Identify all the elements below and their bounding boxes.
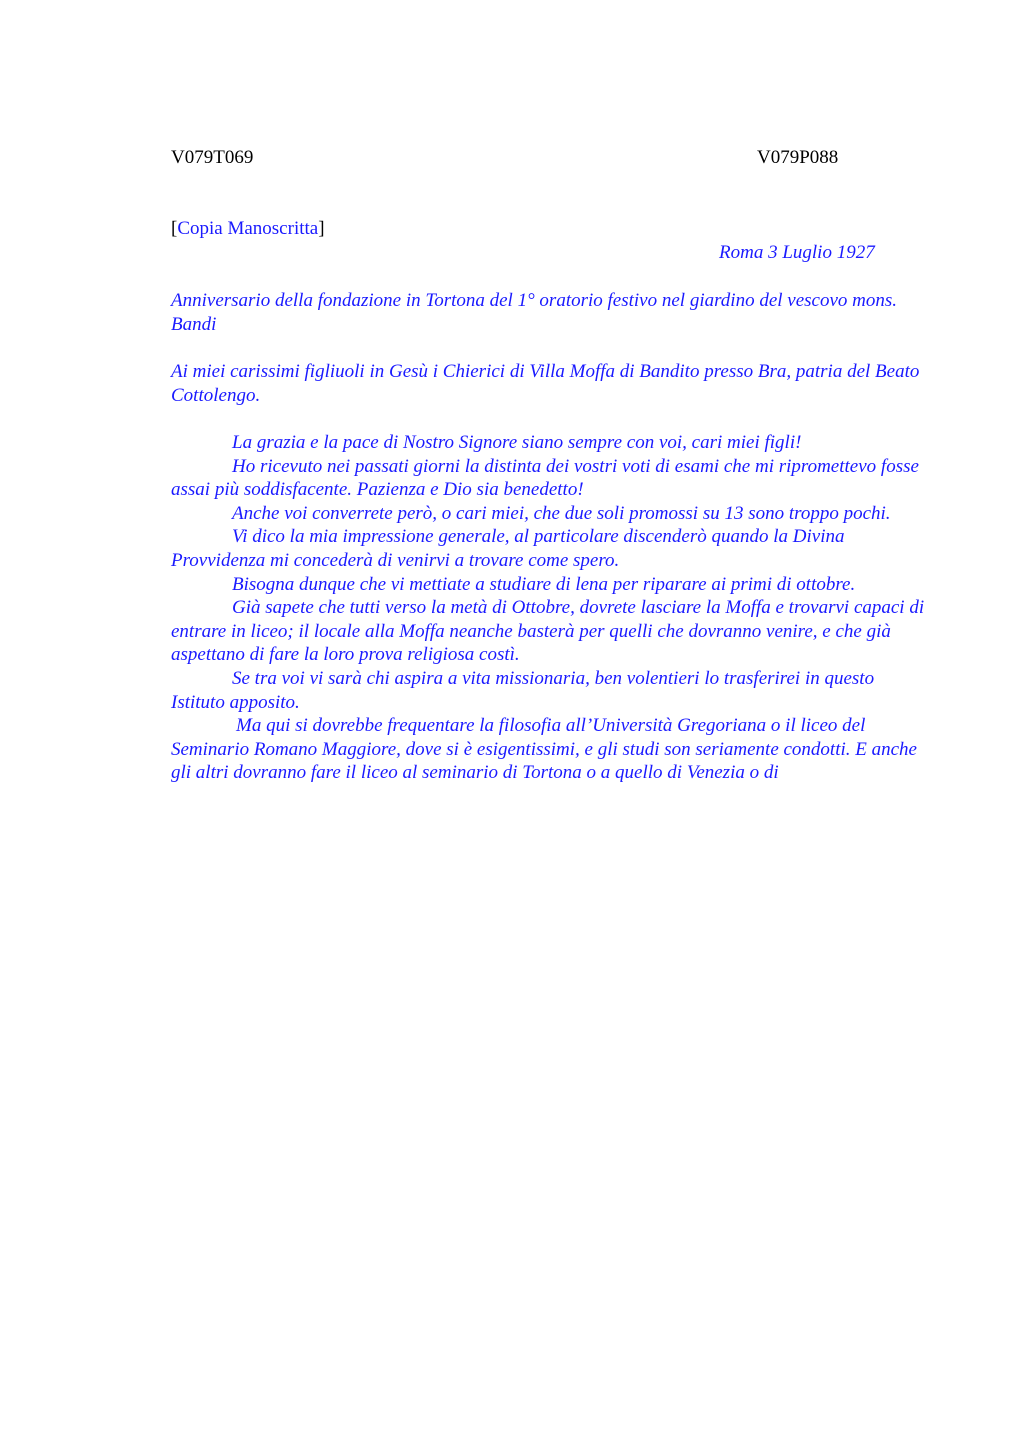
body-paragraph: Ma qui si dovrebbe frequentare la filosofia all’Università Gregoriana o il liceo del Seminario Romano Maggiore, dove si è esigentissimi, e gli studi son seriamente condotti. E anche gli altri dovranno fare il liceo al seminario di Tortona o a quello di Venezia o di — [171, 715, 917, 784]
body-paragraph: Anche voi converrete però, o cari miei, che due soli promossi su 13 sono troppo pochi. — [232, 502, 891, 524]
copy-note-open-bracket: [ — [171, 218, 178, 239]
body-paragraph: Già sapete che tutti verso la metà di Ottobre, dovrete lasciare la Moffa e trovarvi capaci di entrare in liceo; il locale alla Moffa neanche basterà per quelli che dovranno venire, e che già aspettano di fare la loro prova religiosa costì. — [171, 597, 925, 666]
header-right-code: V079P088 — [757, 147, 839, 168]
letter-body — [171, 431, 931, 785]
body-paragraph: Se tra voi vi sarà chi aspira a vita missionaria, ben volentieri lo trasferirei in questo Istituto apposito. — [171, 667, 875, 713]
address-line: Ai miei carissimi figliuoli in Gesù i Chierici di Villa Moffa di Bandito presso Bra, patria del Beato Cottolengo. — [171, 361, 920, 406]
date-line: Roma 3 Luglio 1927 — [719, 242, 875, 263]
copy-note-label: Copia Manoscritta — [177, 218, 319, 239]
body-paragraph: La grazia e la pace di Nostro Signore siano sempre con voi, cari miei figli! — [232, 432, 802, 453]
subject-line: Anniversario della fondazione in Tortona del 1° oratorio festivo nel giardino del vescovo mons. Bandi — [171, 290, 898, 335]
body-paragraph: Bisogna dunque che vi mettiate a studiare di lena per riparare ai primi di ottobre. — [232, 573, 856, 595]
copy-note — [171, 217, 325, 241]
body-paragraph: Ho ricevuto nei passati giorni la distinta dei vostri voti di esami che mi ripromettevo fosse assai più soddisfacente. Pazienza e Dio sia benedetto! — [171, 455, 919, 501]
copy-note-close-bracket: ] — [318, 218, 325, 239]
body-paragraph: Vi dico la mia impressione generale, al particolare discenderò quando la Divina Provvidenza mi concederà di venirvi a trovare come spero. — [171, 526, 845, 571]
header-left-code: V079T069 — [171, 147, 254, 168]
